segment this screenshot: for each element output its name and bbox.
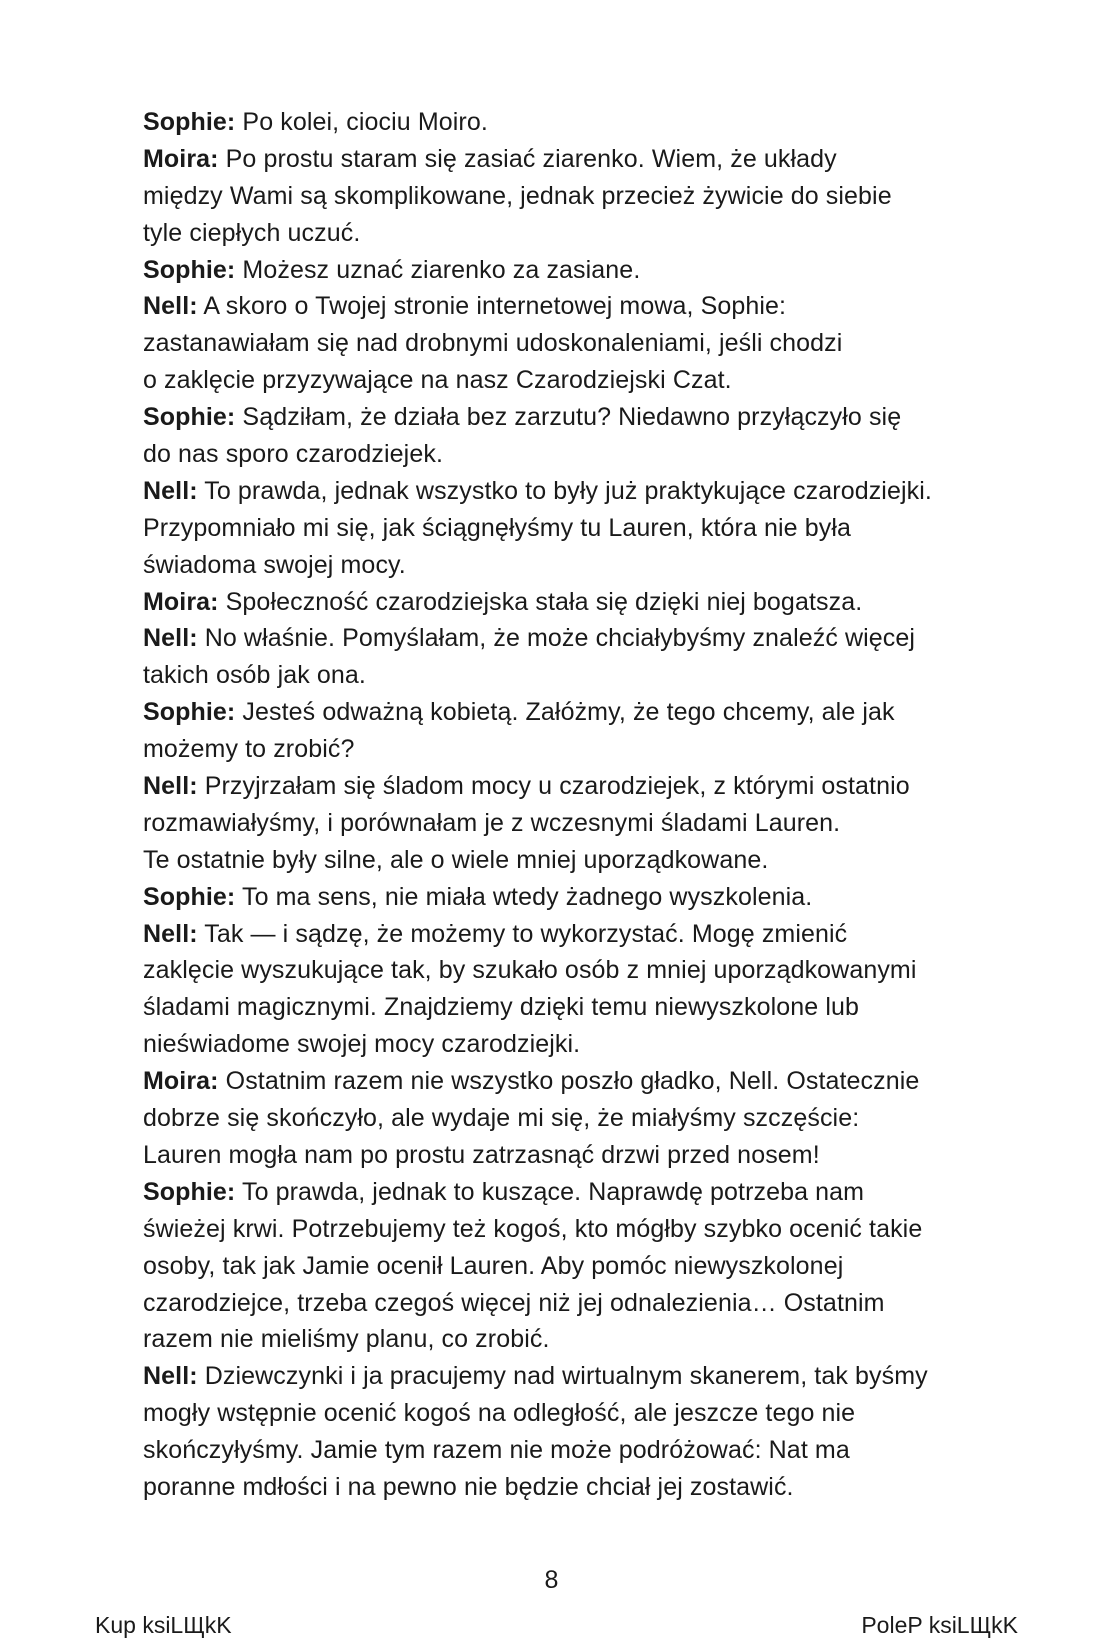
dialogue-text: Po prostu staram się zasiać ziarenko. Wiem, że układy [218,144,837,173]
dialogue-text: Przypomniało mi się, jak ściągnęłyśmy tu Lauren, która nie była [143,513,851,542]
dialogue-text: o zaklęcie przyzywające na nasz Czarodziejski Czat. [143,366,732,395]
speaker-name: Nell: [143,919,198,948]
speaker-name: Sophie: [143,1177,236,1206]
dialogue-line [143,620,1023,657]
dialogue-line [143,288,1023,325]
dialogue-text: tyle ciepłych uczuć. [143,218,361,247]
dialogue-line [143,1358,1023,1395]
dialogue-line [143,362,1023,399]
dialogue-text: Ostatnim razem nie wszystko poszło gładko, Nell. Ostatecznie [218,1067,920,1096]
dialogue-text: Społeczność czarodziejska stała się dzięki niej bogatsza. [218,587,863,616]
dialogue-line [143,879,1023,916]
page-body [143,104,1023,1506]
speaker-name: Sophie: [143,403,236,432]
dialogue-line [143,1026,1023,1063]
dialogue-text: To ma sens, nie miała wtedy żadnego wyszkolenia. [235,882,813,911]
dialogue-text: takich osób jak ona. [143,661,366,690]
dialogue-line [143,768,1023,805]
speaker-name: Sophie: [143,255,236,284]
dialogue-text: dobrze się skończyło, ale wydaje mi się, że miałyśmy szczęście: [143,1104,860,1133]
dialogue-line [143,584,1023,621]
speaker-name: Sophie: [143,108,236,136]
speaker-name: Nell: [143,1362,198,1391]
speaker-name: Moira: [143,587,219,616]
dialogue-text: Możesz uznać ziarenko za zasiane. [235,255,641,284]
dialogue-text: możemy to zrobić? [143,735,355,764]
dialogue-line [143,1174,1023,1211]
dialogue-line [143,1395,1023,1432]
dialogue-text: Dziewczynki i ja pracujemy nad wirtualnym skanerem, tak byśmy [197,1362,928,1391]
dialogue-text: rozmawiałyśmy, i porównałam je z wczesnymi śladami Lauren. [143,808,841,837]
speaker-name: Nell: [143,772,198,801]
dialogue-text: poranne mdłości i na pewno nie będzie chciał jej zostawić. [143,1472,794,1501]
dialogue-line [143,1321,1023,1358]
dialogue-line [143,1137,1023,1174]
dialogue-text: nieświadome swojej mocy czarodziejki. [143,1030,581,1059]
dialogue-text: czarodziejce, trzeba czegoś więcej niż jej odnalezienia… Ostatnim [143,1288,885,1317]
dialogue-line [143,1063,1023,1100]
buy-book-link[interactable]: Kup ksiLЩkK [95,1612,232,1638]
dialogue-text: zastanawiałam się nad drobnymi udoskonaleniami, jeśli chodzi [143,329,843,358]
dialogue-text: Lauren mogła nam po prostu zatrzasnąć drzwi przed nosem! [143,1140,820,1169]
dialogue-text: świadoma swojej mocy. [143,550,406,579]
dialogue-line [143,104,1023,141]
dialogue-line [143,436,1023,473]
dialogue-text: do nas sporo czarodziejek. [143,440,443,469]
dialogue-line [143,399,1023,436]
page-number: 8 [544,1566,559,1594]
dialogue-line [143,657,1023,694]
dialogue-text: razem nie mieliśmy planu, co zrobić. [143,1325,550,1354]
dialogue-line [143,252,1023,289]
dialogue-line [143,215,1023,252]
dialogue-text: między Wami są skomplikowane, jednak przecież żywicie do siebie [143,181,892,210]
dialogue-text: śladami magicznymi. Znajdziemy dzięki temu niewyszkolone lub [143,993,859,1022]
speaker-name: Moira: [143,144,219,173]
dialogue-line [143,178,1023,215]
dialogue-line [143,1100,1023,1137]
dialogue-line [143,473,1023,510]
dialogue-text: osoby, tak jak Jamie ocenił Lauren. Aby pomóc niewyszkolonej [143,1251,844,1280]
speaker-name: Sophie: [143,882,236,911]
dialogue-line [143,952,1023,989]
dialogue-text: To prawda, jednak wszystko to były już praktykujące czarodziejki. [197,476,932,505]
speaker-name: Sophie: [143,698,236,727]
dialogue-text: To prawda, jednak to kuszące. Naprawdę potrzeba nam [235,1177,865,1206]
dialogue-line [143,805,1023,842]
dialogue-text: zaklęcie wyszukujące tak, by szukało osób z mniej uporządkowanymi [143,956,917,985]
dialogue-text: Przyjrzałam się śladom mocy u czarodziejek, z którymi ostatnio [197,772,910,801]
dialogue-line [143,842,1023,879]
dialogue-text: Po kolei, ciociu Moiro. [235,108,488,136]
dialogue-text: Tak — i sądzę, że możemy to wykorzystać. Mogę zmienić [197,919,848,948]
recommend-book-link[interactable]: PoleP ksiLЩkK [861,1612,1018,1638]
dialogue-line [143,141,1023,178]
dialogue-text: Te ostatnie były silne, ale o wiele mniej uporządkowane. [143,845,769,874]
speaker-name: Nell: [143,624,198,653]
dialogue-line [143,1211,1023,1248]
dialogue-text: A skoro o Twojej stronie internetowej mowa, Sophie: [197,292,787,321]
dialogue-line [143,731,1023,768]
dialogue-text: skończyłyśmy. Jamie tym razem nie może podróżować: Nat ma [143,1436,850,1465]
dialogue-text: Sądziłam, że działa bez zarzutu? Niedawno przyłączyło się [235,403,902,432]
dialogue-line [143,510,1023,547]
speaker-name: Nell: [143,292,198,321]
dialogue-text: Jesteś odważną kobietą. Załóżmy, że tego chcemy, ale jak [235,698,895,727]
speaker-name: Moira: [143,1067,219,1096]
dialogue-line [143,1469,1023,1506]
dialogue-line [143,1432,1023,1469]
dialogue-line [143,325,1023,362]
dialogue-line [143,916,1023,953]
dialogue-line [143,1285,1023,1322]
dialogue-line [143,1248,1023,1285]
dialogue-line [143,989,1023,1026]
dialogue-text: mogły wstępnie ocenić kogoś na odległość, ale jeszcze tego nie [143,1399,856,1428]
dialogue-text: No właśnie. Pomyślałam, że może chciałybyśmy znaleźć więcej [197,624,916,653]
dialogue-line [143,547,1023,584]
speaker-name: Nell: [143,476,198,505]
dialogue-text: świeżej krwi. Potrzebujemy też kogoś, kto mógłby szybko ocenić takie [143,1214,923,1243]
dialogue-line [143,694,1023,731]
